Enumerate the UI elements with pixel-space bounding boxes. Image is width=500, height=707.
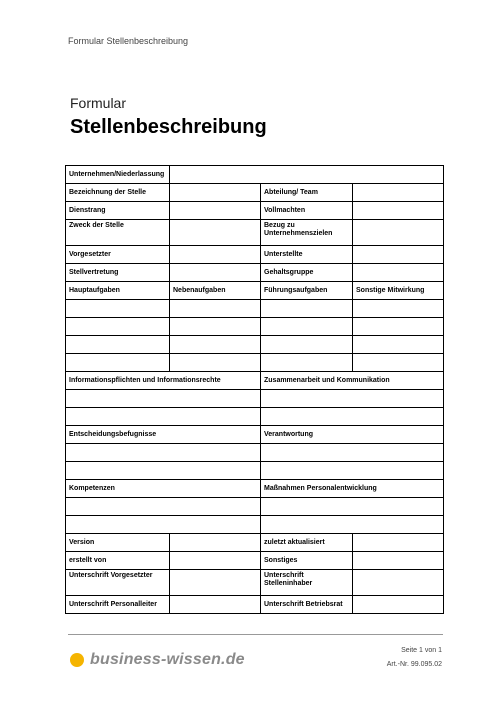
development-header: Maßnahmen Personalentwicklung <box>261 480 444 498</box>
article-number: Art.-Nr. 99.095.02 <box>386 661 442 668</box>
powers-field[interactable] <box>353 202 444 220</box>
subordinates-field[interactable] <box>353 246 444 264</box>
cooperation-header: Zusammenarbeit und Kommunikation <box>261 372 444 390</box>
version-field[interactable] <box>170 534 261 552</box>
misc-field[interactable] <box>353 552 444 570</box>
responsibility-field[interactable] <box>261 462 444 480</box>
supervisor-field[interactable] <box>170 246 261 264</box>
leadership-tasks-header: Führungsaufgaben <box>261 282 353 300</box>
competencies-header: Kompetenzen <box>66 480 261 498</box>
task-cell[interactable] <box>353 318 444 336</box>
job-description-form <box>65 165 444 614</box>
task-cell[interactable] <box>170 336 261 354</box>
salary-group-label: Gehaltsgruppe <box>261 264 353 282</box>
last-updated-field[interactable] <box>353 534 444 552</box>
department-label: Abteilung/ Team <box>261 184 353 202</box>
task-cell[interactable] <box>170 318 261 336</box>
created-by-label: erstellt von <box>66 552 170 570</box>
signature-hr-label: Unterschrift Personalleiter <box>66 596 170 614</box>
task-cell[interactable] <box>261 354 353 372</box>
company-label: Unternehmen/Niederlassung <box>66 166 170 184</box>
signature-hr-field[interactable] <box>170 596 261 614</box>
information-field[interactable] <box>66 390 261 408</box>
competencies-field[interactable] <box>66 516 261 534</box>
information-header: Informationspflichten und Informationsrechte <box>66 372 261 390</box>
signature-supervisor-field[interactable] <box>170 570 261 596</box>
task-cell[interactable] <box>353 300 444 318</box>
page-number: Seite 1 von 1 <box>401 647 442 654</box>
misc-label: Sonstiges <box>261 552 353 570</box>
created-by-field[interactable] <box>170 552 261 570</box>
signature-holder-field[interactable] <box>353 570 444 596</box>
rank-field[interactable] <box>170 202 261 220</box>
signature-holder-label: Unterschrift Stelleninhaber <box>261 570 353 596</box>
logo-dot-icon <box>70 653 84 667</box>
purpose-label: Zweck der Stelle <box>66 220 170 246</box>
job-title-label: Bezeichnung der Stelle <box>66 184 170 202</box>
decision-powers-field[interactable] <box>66 444 261 462</box>
page-title: Stellenbeschreibung <box>70 116 267 138</box>
task-cell[interactable] <box>66 300 170 318</box>
corporate-goals-field[interactable] <box>353 220 444 246</box>
information-field[interactable] <box>66 408 261 426</box>
task-cell[interactable] <box>66 354 170 372</box>
department-field[interactable] <box>353 184 444 202</box>
subordinates-label: Unterstellte <box>261 246 353 264</box>
deputy-field[interactable] <box>170 264 261 282</box>
task-cell[interactable] <box>261 300 353 318</box>
other-participation-header: Sonstige Mitwirkung <box>353 282 444 300</box>
task-cell[interactable] <box>170 300 261 318</box>
rank-label: Dienstrang <box>66 202 170 220</box>
form-label: Formular <box>70 95 127 111</box>
powers-label: Vollmachten <box>261 202 353 220</box>
decision-powers-field[interactable] <box>66 462 261 480</box>
task-cell[interactable] <box>261 336 353 354</box>
logo-text: business-wissen.de <box>90 651 245 668</box>
signature-council-field[interactable] <box>353 596 444 614</box>
corporate-goals-label: Bezug zu Unternehmenszielen <box>261 220 353 246</box>
development-field[interactable] <box>261 516 444 534</box>
brand-logo[interactable] <box>70 651 245 669</box>
task-cell[interactable] <box>170 354 261 372</box>
side-tasks-header: Nebenaufgaben <box>170 282 261 300</box>
purpose-field[interactable] <box>170 220 261 246</box>
competencies-field[interactable] <box>66 498 261 516</box>
task-cell[interactable] <box>261 318 353 336</box>
last-updated-label: zuletzt aktualisiert <box>261 534 353 552</box>
job-title-field[interactable] <box>170 184 261 202</box>
task-cell[interactable] <box>66 318 170 336</box>
version-label: Version <box>66 534 170 552</box>
main-tasks-header: Hauptaufgaben <box>66 282 170 300</box>
signature-supervisor-label: Unterschrift Vorgesetzter <box>66 570 170 596</box>
signature-council-label: Unterschrift Betriebsrat <box>261 596 353 614</box>
supervisor-label: Vorgesetzter <box>66 246 170 264</box>
task-cell[interactable] <box>353 354 444 372</box>
cooperation-field[interactable] <box>261 408 444 426</box>
cooperation-field[interactable] <box>261 390 444 408</box>
footer-divider <box>68 634 443 635</box>
responsibility-header: Verantwortung <box>261 426 444 444</box>
running-header: Formular Stellenbeschreibung <box>68 36 189 46</box>
responsibility-field[interactable] <box>261 444 444 462</box>
deputy-label: Stellvertretung <box>66 264 170 282</box>
task-cell[interactable] <box>66 336 170 354</box>
task-cell[interactable] <box>353 336 444 354</box>
company-field[interactable] <box>170 166 444 184</box>
decision-powers-header: Entscheidungsbefugnisse <box>66 426 261 444</box>
salary-group-field[interactable] <box>353 264 444 282</box>
development-field[interactable] <box>261 498 444 516</box>
